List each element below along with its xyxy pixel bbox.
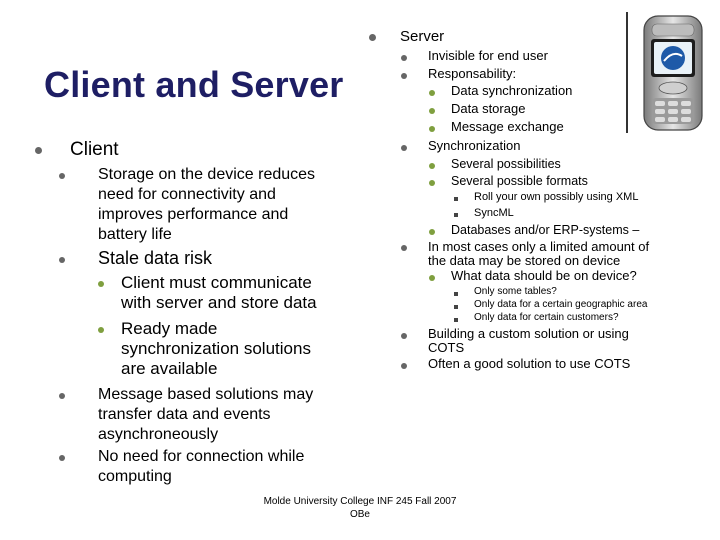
vertical-divider (626, 12, 628, 133)
bullet-icon (35, 147, 42, 154)
bullet-icon (429, 90, 435, 96)
often-text: Often a good solution to use COTS (428, 356, 631, 371)
bullet-icon (59, 173, 65, 179)
bullet-icon (429, 275, 435, 281)
no-need-text: No need for connection while computing (98, 448, 305, 485)
data-item: Only data for certain customers? (474, 312, 619, 323)
bullet-icon (98, 281, 104, 287)
bullet-icon (59, 455, 65, 461)
square-bullet-icon (454, 197, 458, 201)
bullet-icon (429, 163, 435, 169)
bullet-icon (401, 245, 407, 251)
bullet-icon (401, 73, 407, 79)
bullet-icon (369, 34, 376, 41)
storage-text: Storage on the device reduces need for connectivity and improves performance and battery life (98, 166, 316, 243)
responsability-text: Responsability: (428, 66, 517, 81)
synchronization-text: Synchronization (428, 138, 521, 153)
bullet-icon (429, 126, 435, 132)
square-bullet-icon (454, 292, 458, 296)
what-data-text: What data should be on device? (451, 268, 637, 283)
resp-item: Message exchange (451, 119, 564, 134)
bullet-icon (429, 108, 435, 114)
bullet-icon (401, 55, 407, 61)
resp-item: Data storage (451, 101, 526, 116)
footer (220, 495, 500, 521)
mobile-phone-icon (640, 14, 706, 132)
bullet-icon (429, 180, 435, 186)
square-bullet-icon (454, 213, 458, 217)
format-item: Roll your own possibly using XML (474, 191, 639, 203)
bullet-icon (59, 257, 65, 263)
invisible-text: Invisible for end user (428, 48, 548, 63)
square-bullet-icon (454, 318, 458, 322)
stale-data-heading: Stale data risk (98, 248, 213, 268)
message-text: Message based solutions may transfer data and events asynchroneously (98, 386, 314, 443)
sync-item: Several possible formats (451, 174, 588, 188)
data-item: Only some tables? (474, 286, 557, 297)
bullet-icon (401, 363, 407, 369)
bullet-icon (429, 229, 435, 235)
footer-line-1: Molde University College INF 245 Fall 2007 (263, 496, 457, 507)
slide-title: Client and Server (44, 64, 344, 105)
server-heading: Server (400, 28, 445, 45)
bullet-icon (98, 327, 104, 333)
building-text: Building a custom solution or using COTS (428, 326, 629, 355)
client-heading: Client (70, 139, 119, 160)
stale-sub-communicate: Client must communicate with server and store data (121, 273, 317, 312)
square-bullet-icon (454, 305, 458, 309)
bullet-icon (59, 393, 65, 399)
bullet-icon (401, 333, 407, 339)
stale-sub-ready-made: Ready made synchronization solutions are available (121, 319, 311, 378)
databases-text: Databases and/or ERP-systems – (451, 223, 640, 237)
footer-line-2: OBe (349, 509, 370, 520)
sync-item: Several possibilities (451, 157, 561, 171)
in-most-cases-text: In most cases only a limited amount of the data may be stored on device (428, 239, 650, 268)
resp-item: Data synchronization (451, 83, 573, 98)
data-item: Only data for a certain geographic area (474, 299, 648, 310)
bullet-icon (401, 145, 407, 151)
format-item: SyncML (474, 207, 514, 219)
